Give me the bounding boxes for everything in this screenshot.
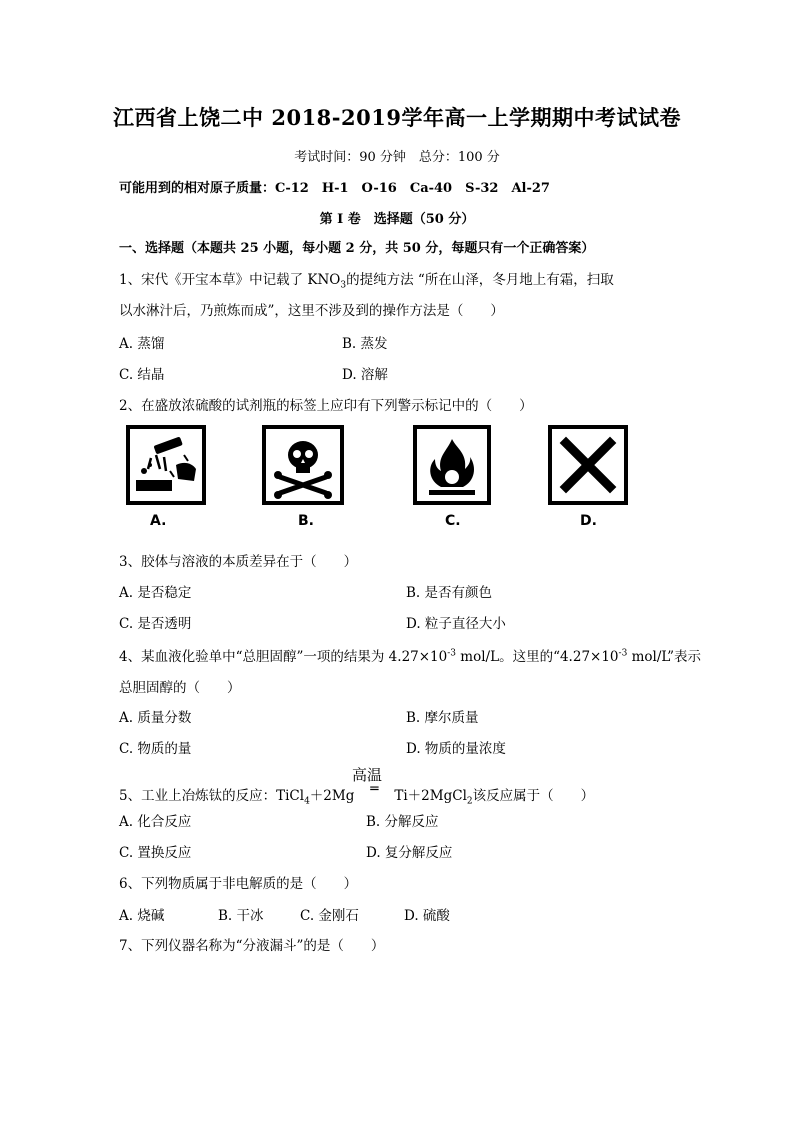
q5-stem <box>119 781 595 807</box>
toxic-skull-sign-icon <box>262 425 344 505</box>
q7-stem: 7、下列仪器名称为“分液漏斗”的是（ ） <box>119 938 385 954</box>
atomic-masses-line: 可能用到的相对原子质量：C-12 H-1 O-16 Ca-40 S-32 Al-27 <box>119 181 550 196</box>
q3-stem: 3、胶体与溶液的本质差异在于（ ） <box>119 554 358 570</box>
q5-subscript-c: 2 <box>466 796 473 807</box>
q1-option-d: D. 溶解 <box>342 367 388 383</box>
q1-line2: 以水淋汁后，乃煎炼而成”，这里不涉及到的操作方法是（ ） <box>119 303 504 319</box>
q6-stem: 6、下列物质属于非电解质的是（ ） <box>119 876 358 892</box>
q4-line1 <box>119 645 701 665</box>
q5-option-c: C. 置换反应 <box>119 845 192 861</box>
q1-subscript: 3 <box>340 280 347 291</box>
q4-option-b: B. 摩尔质量 <box>406 710 479 726</box>
q5-subscript-a: 4 <box>304 796 310 807</box>
q6-option-d: D. 硫酸 <box>404 908 450 924</box>
q5-text-b: ＋2Mg <box>309 788 355 804</box>
part-heading: 一、选择题（本题共 25 小题，每小题 2 分，共 50 分，每题只有一个正确答案） <box>119 241 595 256</box>
q1-option-a: A. 蒸馏 <box>119 336 165 352</box>
exam-title: 江西省上饶二中 2018-2019学年高一上学期期中考试试卷 <box>113 105 681 130</box>
q4-option-a: A. 质量分数 <box>119 710 192 726</box>
q4-text-c: mol/L”表示 <box>627 649 702 665</box>
q1-line1 <box>119 268 614 291</box>
q1-option-c: C. 结晶 <box>119 367 165 383</box>
q4-superscript-2: -3 <box>618 648 628 659</box>
q3-option-d: D. 粒子直径大小 <box>406 616 506 632</box>
q5-equals-sign: ═ <box>370 781 379 797</box>
q4-line2: 总胆固醇的（ ） <box>119 680 241 696</box>
q6-option-b: B. 干冰 <box>218 908 264 924</box>
sign-label-c: C. <box>445 513 461 529</box>
q3-option-b: B. 是否有颜色 <box>406 585 493 601</box>
q3-option-a: A. 是否稳定 <box>119 585 192 601</box>
q5-reaction-condition: 高温 <box>352 766 383 784</box>
sign-label-b: B. <box>298 513 314 529</box>
q5-option-a: A. 化合反应 <box>119 814 192 830</box>
q4-text-b: mol/L。这里的“4.27×10 <box>456 649 619 665</box>
q1-option-b: B. 蒸发 <box>342 336 388 352</box>
q6-option-a: A. 烧碱 <box>119 908 165 924</box>
q1-text-a: 1、宋代《开宝本草》中记载了 KNO <box>119 272 341 288</box>
q2-stem: 2、在盛放浓硫酸的试剂瓶的标签上应印有下列警示标记中的（ ） <box>119 398 533 414</box>
section-title: 第 I 卷 选择题（50 分） <box>319 212 475 227</box>
q4-option-d: D. 物质的量浓度 <box>406 741 506 757</box>
flammable-flame-sign-icon <box>413 425 491 505</box>
q5-text-d: 该反应属于（ ） <box>472 788 595 804</box>
exam-subtitle: 考试时间：90 分钟 总分：100 分 <box>294 150 500 165</box>
q4-text-a: 4、某血液化验单中“总胆固醇”一项的结果为 4.27×10 <box>119 649 448 665</box>
q4-superscript-1: -3 <box>447 648 457 659</box>
q5-text-a: 5、工业上冶炼钛的反应：TiCl <box>119 788 305 804</box>
q4-option-c: C. 物质的量 <box>119 741 192 757</box>
q6-option-c: C. 金刚石 <box>300 908 359 924</box>
harmful-x-sign-icon <box>548 425 628 505</box>
warning-signs-row <box>120 425 640 535</box>
q5-option-b: B. 分解反应 <box>366 814 439 830</box>
q5-text-c: Ti＋2MgCl <box>394 788 467 804</box>
sign-label-d: D. <box>580 513 597 529</box>
corrosive-sign-icon <box>126 425 206 505</box>
q3-option-c: C. 是否透明 <box>119 616 192 632</box>
sign-label-a: A. <box>150 513 167 529</box>
q5-option-d: D. 复分解反应 <box>366 845 453 861</box>
q1-text-b: 的提纯方法 “所在山泽，冬月地上有霜，扫取 <box>346 272 614 288</box>
